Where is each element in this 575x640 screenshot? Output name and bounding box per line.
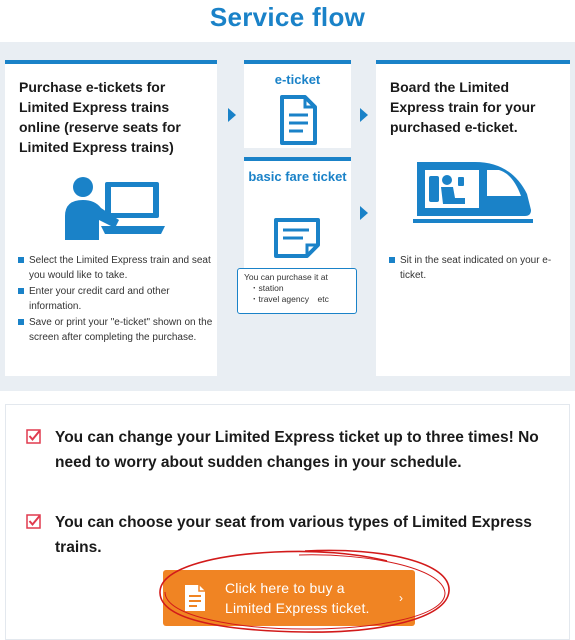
document-icon xyxy=(183,583,207,613)
list-item: Select the Limited Express train and seat you would like to take. xyxy=(17,253,213,283)
list-item: Sit in the seat indicated on your e-ticket. xyxy=(388,253,564,283)
note-text: You can purchase it at xyxy=(244,272,328,282)
step-board-card xyxy=(376,60,570,376)
arrow-right-icon xyxy=(360,206,368,220)
benefit-text: You can change your Limited Express ticket up to three times! No need to worry about sudden changes in your schedule. xyxy=(55,429,539,471)
note-item: ・travel agency etc xyxy=(250,294,329,304)
step-purchase-bullets xyxy=(17,253,213,346)
step-purchase-card xyxy=(5,60,217,376)
basic-fare-card xyxy=(244,157,351,273)
eticket-label: e-ticket xyxy=(274,72,321,87)
page-title: Service flow xyxy=(209,2,366,32)
buy-ticket-button[interactable] xyxy=(163,570,415,626)
document-icon xyxy=(275,94,321,146)
buy-ticket-label-line: Limited Express ticket. xyxy=(225,600,370,616)
step-board-heading: Board the Limited Express train for your purchased e-ticket. xyxy=(390,79,536,135)
benefit-item xyxy=(26,510,546,560)
arrow-right-icon xyxy=(360,108,368,122)
person-computer-icon xyxy=(61,176,171,244)
arrow-right-icon xyxy=(228,108,236,122)
list-item: Save or print your "e-ticket" shown on the screen after completing the purchase. xyxy=(17,315,213,345)
checkbox-checked-icon xyxy=(26,429,41,444)
note-item: ・station xyxy=(250,283,284,293)
step-board-bullets xyxy=(388,253,564,284)
buy-ticket-label-line: Click here to buy a xyxy=(225,580,345,596)
chevron-right-icon: › xyxy=(399,591,403,605)
checkbox-checked-icon xyxy=(26,514,41,529)
purchase-location-note xyxy=(237,268,357,314)
benefit-text: You can choose your seat from various types of Limited Express trains. xyxy=(55,514,532,556)
step-purchase-heading: Purchase e-tickets for Limited Express trains online (reserve seats for Limited Express trains) xyxy=(19,79,181,155)
eticket-card xyxy=(244,60,351,148)
train-seat-icon xyxy=(413,160,533,224)
list-item: Enter your credit card and other information. xyxy=(17,284,213,314)
ticket-icon xyxy=(271,215,323,261)
basic-fare-label: basic fare ticket xyxy=(248,169,347,184)
buy-ticket-label xyxy=(207,578,399,618)
benefit-item xyxy=(26,425,546,475)
